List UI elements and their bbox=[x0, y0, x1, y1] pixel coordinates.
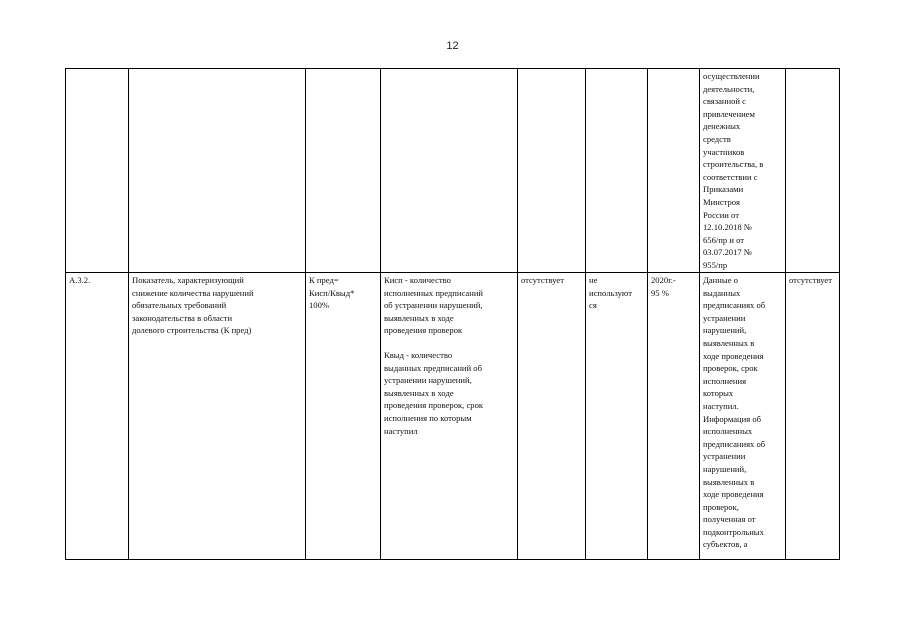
indicator-table bbox=[65, 68, 840, 560]
cell-col7: 2020г.- 95 % bbox=[648, 273, 700, 560]
cell-col6: не используют ся bbox=[586, 273, 648, 560]
cell-source-data: Данные о выданных предписаниях об устранении нарушений, выявленных в ходе проведения проверок, срок исполнения которых наступил. Информация об исполненных предписаниях об устранении нарушений, выявленных в ходе проведения проверок, полученная от подконтрольных субъектов, а bbox=[700, 273, 786, 560]
cell-col5 bbox=[518, 69, 586, 273]
spacer bbox=[384, 337, 514, 349]
cell-col5: отсутствует bbox=[518, 273, 586, 560]
cell-col7 bbox=[648, 69, 700, 273]
cell-indicator bbox=[129, 69, 306, 273]
cell-code bbox=[66, 69, 129, 273]
cell-code: А.3.2. bbox=[66, 273, 129, 560]
cell-formula: К пред= Кисп/Квыд* 100% bbox=[306, 273, 381, 560]
cell-col9: отсутствует bbox=[786, 273, 840, 560]
cell-source-data: осуществлении деятельности, связанной с привлечением денежных средств участников строительства, в соответствии с Приказами Минстроя России от 12.10.2018 № 656/пр и от 03.07.2017 № 955/пр bbox=[700, 69, 786, 273]
cell-definition bbox=[381, 69, 518, 273]
cell-indicator: Показатель, характеризующий снижение количества нарушений обязательных требований законодательства в области долевого строительства (К пред) bbox=[129, 273, 306, 560]
definition-denominator: Квыд - количество выданных предписаний об устранении нарушений, выявленных в ходе проведения проверок, срок исполнения по которым наступил bbox=[384, 349, 484, 436]
table-row bbox=[66, 69, 840, 273]
cell-definition bbox=[381, 273, 518, 560]
page-number: 12 bbox=[446, 40, 459, 52]
definition-numerator: Кисп - количество исполненных предписаний об устранении нарушений, выявленных в ходе проведения проверок bbox=[384, 275, 484, 336]
cell-formula bbox=[306, 69, 381, 273]
cell-col6 bbox=[586, 69, 648, 273]
cell-col9 bbox=[786, 69, 840, 273]
table-row bbox=[66, 273, 840, 560]
